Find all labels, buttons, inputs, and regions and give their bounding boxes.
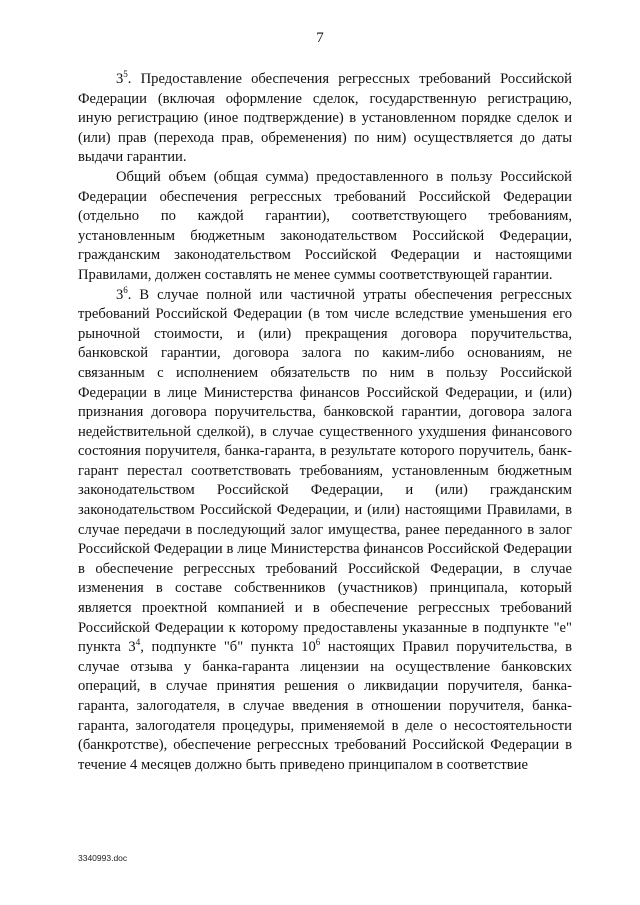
inline-superscript: 4 [135,637,141,648]
paragraph-text: . В случае полной или частичной утраты обеспечения регрессных требований Российской Федерации (в том числе вследствие уменьшения его рыночной стоимости, и (или) прекращения договора поручительства, банковской гарантии, договора залога по каким-либо основаниям, не связанным с исполнением обязательств по ним в пользу Российской Федерации в лице Министерства финансов Российской Федерации, и (или) признания договора поручительства, банковской гарантии, договора залога недействительной сделкой), в случае существенного ухудшения финансового состояния поручителя, банка-гаранта, в результате которого поручитель, банк-гарант перестал соответствовать требованиям, установленным бюджетным законодательством Российской Федерации, и (или) гражданским законодательством Российской Федерации, и (или) настоящими Правилами, в случае передачи в последующий залог имущества, ранее переданного в залог Российской Федерации в лице Министерства финансов Российской Федерации в обеспечение регрессных требований Российской Федерации, в случае изменения в составе собственников (участников) принципала, который является проектной компанией и в обеспечение регрессных требований Российской Федерации к которому предоставлены указанные в подпункте "е" пункта 3 [78,286,572,656]
inline-superscript: 6 [315,637,321,648]
paragraph-number: 3 [116,286,124,303]
document-body [78,70,572,775]
paragraph-3-6 [78,286,572,776]
paragraph-text: . Предоставление обеспечения регрессных требований Российской Федерации (включая оформление сделок, государственную регистрацию, иную регистрацию (иное подтверждение) в установленном порядке сделок и (или) прав (перехода прав, обременения) по ним) осуществляется до даты выдачи гарантии. [78,71,572,166]
paragraph-superscript: 5 [123,69,128,79]
paragraph-number: 3 [116,71,124,87]
paragraph-total-volume [78,168,572,286]
paragraph-3-5 [78,70,572,168]
paragraph-superscript: 6 [123,284,128,295]
paragraph-text: , подпункте "б" пункта 10 [140,639,316,656]
page-number: 7 [316,30,324,46]
document-filename: 3340993.doc [78,853,128,863]
paragraph-text: настоящих Правил поручительства, в случае отзыва у банка-гаранта лицензии на осуществление банковских операций, в случае принятия решения о ликвидации поручителя, банка-гаранта, залогодателя, в случае введения в отношении поручителя, банка-гаранта, залогодателя процедуры, применяемой в деле о несостоятельности (банкротстве), обеспечение регрессных требований Российской Федерации в течение 4 месяцев должно быть приведено принципалом в соответствие [78,639,572,773]
paragraph-text: Общий объем (общая сумма) предоставленного в пользу Российской Федерации обеспечения регрессных требований Российской Федерации (отдельно по каждой гарантии), соответствующего требованиям, установленным бюджетным законодательством Российской Федерации, гражданским законодательством Российской Федерации и настоящими Правилами, должен составлять не менее суммы соответствующей гарантии. [78,168,572,283]
